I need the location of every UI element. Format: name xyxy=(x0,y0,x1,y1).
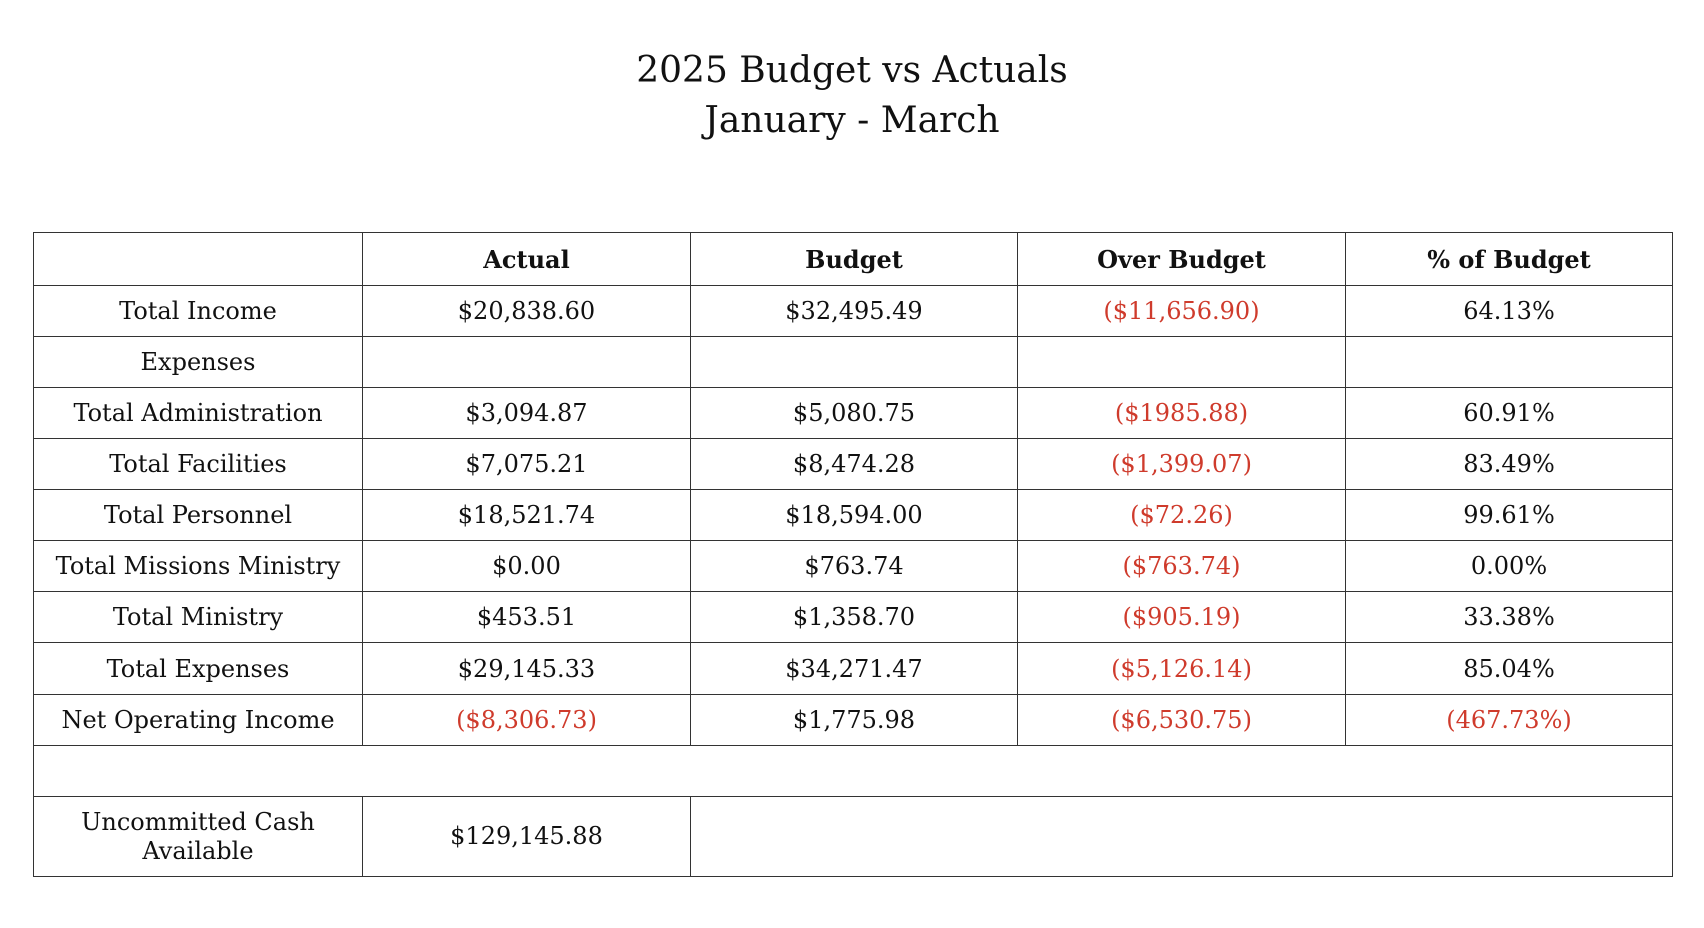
section-label: Expenses xyxy=(34,337,363,388)
table-row-spacer xyxy=(34,746,1673,797)
row-label: Total Personnel xyxy=(34,490,363,541)
table-row-administration xyxy=(34,388,1673,439)
cell-actual: $29,145.33 xyxy=(363,643,691,695)
cell-over-budget: ($5,126.14) xyxy=(1018,643,1346,695)
row-label: Total Expenses xyxy=(34,643,363,695)
cell-actual: ($8,306.73) xyxy=(363,695,691,746)
header-pct-budget: % of Budget xyxy=(1346,233,1673,286)
cell-empty xyxy=(691,797,1673,877)
header-over-budget: Over Budget xyxy=(1018,233,1346,286)
cell-actual: $453.51 xyxy=(363,592,691,643)
table-row-total-income xyxy=(34,286,1673,337)
cell-pct-budget: 99.61% xyxy=(1346,490,1673,541)
cell-actual: $0.00 xyxy=(363,541,691,592)
cell-over-budget: ($1,399.07) xyxy=(1018,439,1346,490)
cell-empty xyxy=(363,337,691,388)
cell-budget: $18,594.00 xyxy=(691,490,1018,541)
table-header-row xyxy=(34,233,1673,286)
cell-budget: $5,080.75 xyxy=(691,388,1018,439)
cell-budget: $8,474.28 xyxy=(691,439,1018,490)
row-label: Total Income xyxy=(34,286,363,337)
row-label: Total Administration xyxy=(34,388,363,439)
row-label: Uncommitted Cash Available xyxy=(34,797,363,877)
cell-actual: $20,838.60 xyxy=(363,286,691,337)
cell-budget: $32,495.49 xyxy=(691,286,1018,337)
cell-actual: $129,145.88 xyxy=(363,797,691,877)
cell-actual: $18,521.74 xyxy=(363,490,691,541)
header-label xyxy=(34,233,363,286)
report-header xyxy=(0,46,1704,146)
cell-over-budget: ($1985.88) xyxy=(1018,388,1346,439)
cell-over-budget: ($72.26) xyxy=(1018,490,1346,541)
cell-pct-budget: 33.38% xyxy=(1346,592,1673,643)
cell-actual: $7,075.21 xyxy=(363,439,691,490)
header-actual: Actual xyxy=(363,233,691,286)
table-row-total-expenses xyxy=(34,643,1673,695)
table-row-facilities xyxy=(34,439,1673,490)
cell-over-budget: ($905.19) xyxy=(1018,592,1346,643)
row-label: Total Facilities xyxy=(34,439,363,490)
cell-empty xyxy=(1018,337,1346,388)
cell-pct-budget: 64.13% xyxy=(1346,286,1673,337)
cell-empty xyxy=(1346,337,1673,388)
table-row-expenses-header xyxy=(34,337,1673,388)
cell-budget: $34,271.47 xyxy=(691,643,1018,695)
cell-over-budget: ($6,530.75) xyxy=(1018,695,1346,746)
cell-budget: $1,358.70 xyxy=(691,592,1018,643)
table-row-net-operating-income xyxy=(34,695,1673,746)
cell-pct-budget: (467.73%) xyxy=(1346,695,1673,746)
row-label: Net Operating Income xyxy=(34,695,363,746)
budget-table xyxy=(33,232,1673,877)
spacer-cell xyxy=(34,746,1673,797)
cell-over-budget: ($763.74) xyxy=(1018,541,1346,592)
cell-pct-budget: 0.00% xyxy=(1346,541,1673,592)
cell-empty xyxy=(691,337,1018,388)
cell-budget: $763.74 xyxy=(691,541,1018,592)
table-row-ministry xyxy=(34,592,1673,643)
cell-over-budget: ($11,656.90) xyxy=(1018,286,1346,337)
cell-pct-budget: 83.49% xyxy=(1346,439,1673,490)
cell-pct-budget: 85.04% xyxy=(1346,643,1673,695)
row-label: Total Ministry xyxy=(34,592,363,643)
report-title: 2025 Budget vs Actuals xyxy=(636,50,1068,91)
cell-actual: $3,094.87 xyxy=(363,388,691,439)
header-budget: Budget xyxy=(691,233,1018,286)
cell-pct-budget: 60.91% xyxy=(1346,388,1673,439)
table-row-missions xyxy=(34,541,1673,592)
row-label: Total Missions Ministry xyxy=(34,541,363,592)
report-period: January - March xyxy=(704,100,1000,141)
table-row-uncommitted-cash xyxy=(34,797,1673,877)
table-row-personnel xyxy=(34,490,1673,541)
cell-budget: $1,775.98 xyxy=(691,695,1018,746)
